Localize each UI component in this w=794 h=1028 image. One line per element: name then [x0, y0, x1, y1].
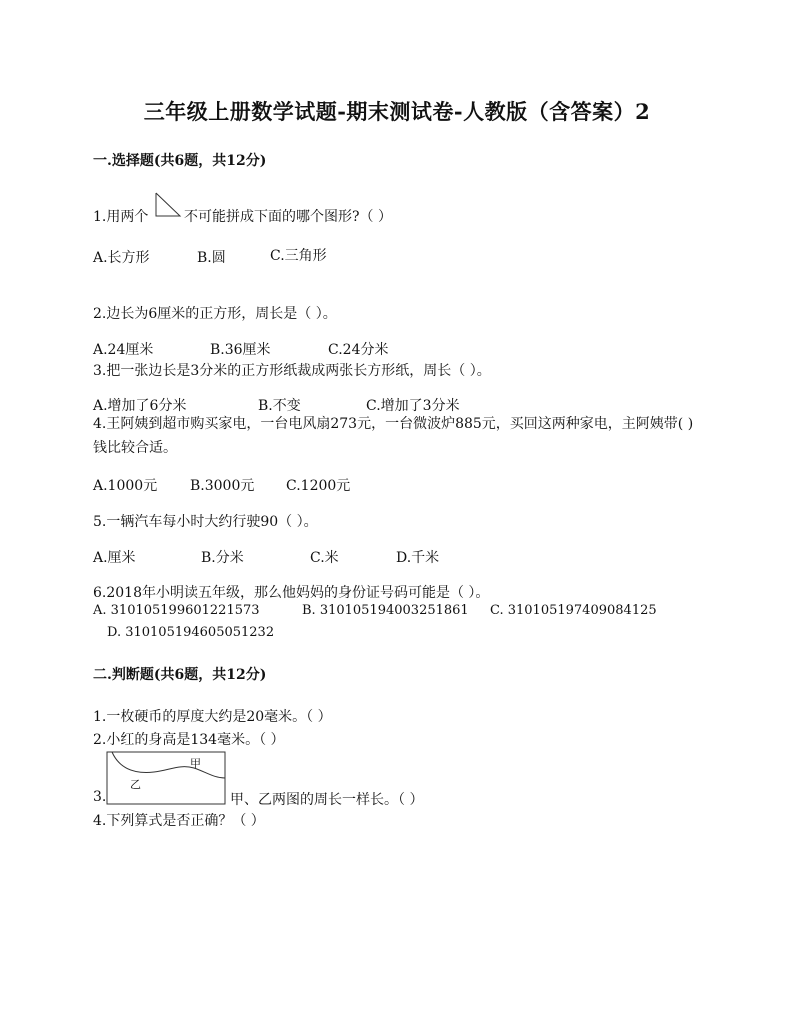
triangle-figure — [154, 192, 182, 218]
section-heading-judgment: 二.判断题(共6题，共12分) — [93, 667, 267, 683]
q6-option-b[interactable]: B. 310105194003251861 — [302, 603, 469, 618]
q1-option-b[interactable]: B.圆 — [197, 250, 226, 266]
question-2-text: 2.边长为6厘米的正方形，周长是（ ）。 — [93, 306, 337, 322]
q2-option-a[interactable]: A.24厘米 — [93, 342, 154, 358]
judgment-3-number: 3. — [93, 789, 107, 805]
judgment-3-text: 甲、乙两图的周长一样长。（ ） — [230, 792, 424, 808]
q5-option-b[interactable]: B.分米 — [201, 550, 244, 566]
q3-option-a[interactable]: A.增加了6分米 — [93, 398, 187, 414]
question-1-prefix: 1.用两个 — [93, 209, 149, 225]
q3-option-c[interactable]: C.增加了3分米 — [366, 398, 460, 414]
q4-option-a[interactable]: A.1000元 — [93, 478, 158, 494]
q5-option-d[interactable]: D.千米 — [396, 550, 440, 566]
q4-option-b[interactable]: B.3000元 — [190, 478, 255, 494]
q6-option-a[interactable]: A. 310105199601221573 — [93, 603, 260, 618]
question-1-text: 不可能拼成下面的哪个图形?（ ） — [184, 209, 392, 225]
judgment-4-text: 4.下列算式是否正确？（ ） — [93, 813, 265, 829]
q5-option-c[interactable]: C.米 — [310, 550, 339, 566]
q5-option-a[interactable]: A.厘米 — [93, 550, 136, 566]
question-5-text: 5.一辆汽车每小时大约行驶90（ ）。 — [93, 514, 318, 530]
judgment-1-text: 1.一枚硬币的厚度大约是20毫米。（ ） — [93, 709, 332, 725]
q2-option-c[interactable]: C.24分米 — [328, 342, 389, 358]
question-6-text: 6.2018年小明读五年级，那么他妈妈的身份证号码可能是（ ）。 — [93, 585, 490, 601]
question-4-text: 4.王阿姨到超市购买家电，一台电风扇273元，一台微波炉885元，买回这两种家电，主阿姨带( )钱比较合适。 — [93, 416, 694, 456]
q1-option-c[interactable]: C.三角形 — [270, 248, 327, 264]
page-title: 三年级上册数学试题-期末测试卷-人教版（含答案）2 — [143, 99, 651, 124]
label-yi: 乙 — [130, 778, 141, 791]
rectangle-split-figure — [106, 750, 226, 806]
q2-option-b[interactable]: B.36厘米 — [210, 342, 271, 358]
q3-option-b[interactable]: B.不变 — [258, 398, 301, 414]
q6-option-d[interactable]: D. 310105194605051232 — [107, 625, 275, 640]
label-jia: 甲 — [190, 757, 201, 770]
judgment-2-text: 2.小红的身高是134毫米。（ ） — [93, 732, 285, 748]
section-heading-choice: 一.选择题(共6题，共12分) — [93, 153, 267, 169]
q6-option-c[interactable]: C. 310105197409084125 — [490, 603, 657, 618]
q1-option-a[interactable]: A.长方形 — [93, 250, 150, 266]
q4-option-c[interactable]: C.1200元 — [286, 478, 351, 494]
question-3-text: 3.把一张边长是3分米的正方形纸裁成两张长方形纸，周长（ ）。 — [93, 363, 491, 379]
